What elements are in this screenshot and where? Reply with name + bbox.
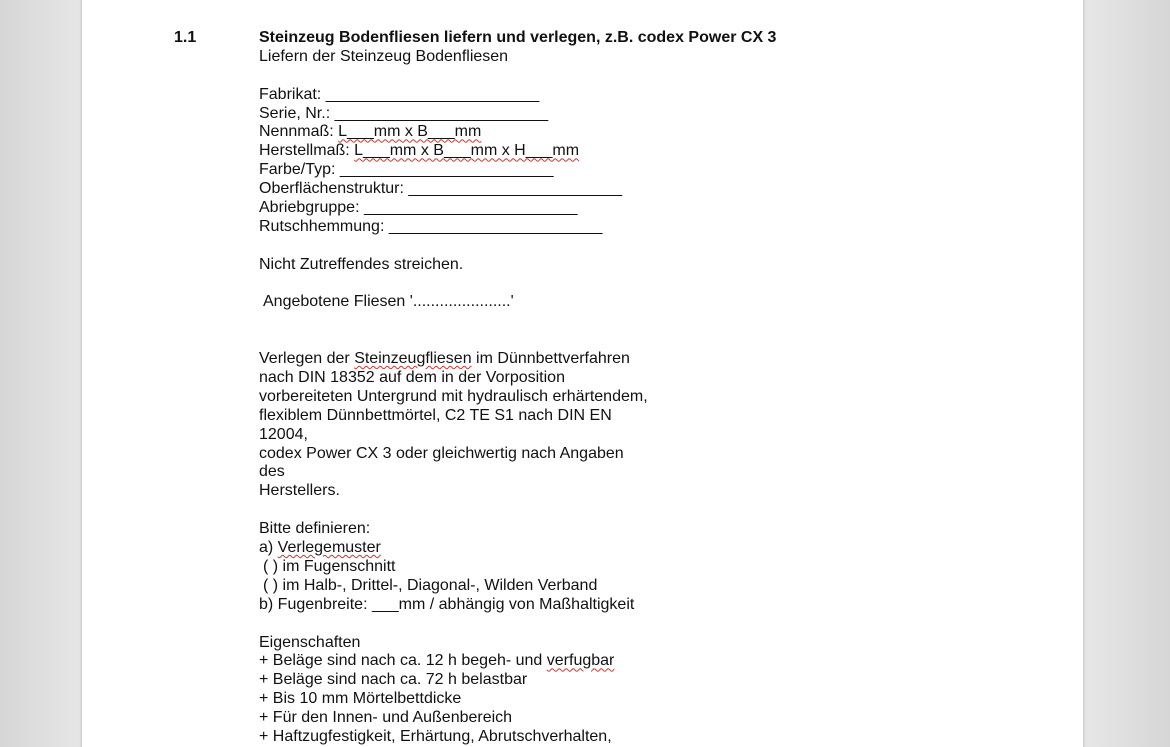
- note-angebotene: Angebotene Fliesen '......................': [263, 293, 514, 311]
- verlegen-line-7: des: [259, 463, 285, 481]
- field-farbe: Farbe/Typ: ________________________: [259, 161, 554, 179]
- field-oberflaeche: Oberflächenstruktur: ________________________: [259, 180, 622, 198]
- eigenschaften-text: + Beläge sind nach ca. 12 h begeh- und: [259, 652, 547, 670]
- eigenschaften-item-2: + Beläge sind nach ca. 72 h belastbar: [259, 671, 528, 689]
- field-herstellmass-label: Herstellmaß:: [259, 142, 355, 160]
- definieren-b: b) Fugenbreite: ___mm / abhängig von Maßhaltigkeit: [259, 595, 635, 613]
- section-content: [259, 29, 959, 747]
- field-nennmass-label: Nennmaß:: [259, 123, 339, 141]
- verlegen-text: im Dünnbettverfahren: [471, 350, 630, 368]
- verlegen-text: Verlegen der: [259, 350, 355, 368]
- section-number: 1.1: [174, 29, 197, 46]
- definieren-heading: Bitte definieren:: [259, 520, 371, 538]
- eigenschaften-item-5: + Haftzugfestigkeit, Erhärtung, Abrutschverhalten,: [259, 727, 612, 745]
- note-streichen: Nicht Zutreffendes streichen.: [259, 255, 464, 273]
- section-subtitle: Liefern der Steinzeug Bodenfliesen: [259, 47, 509, 65]
- verlegen-line-1: [259, 350, 959, 369]
- definieren-a-prefix: a): [259, 539, 278, 557]
- field-abrieb: Abriebgruppe: ________________________: [259, 199, 578, 217]
- field-rutsch: Rutschhemmung: ________________________: [259, 217, 603, 235]
- definieren-option-1: ( ) im Fugenschnitt: [263, 557, 396, 575]
- verlegen-line-3: vorbereiteten Untergrund mit hydraulisch erhärtendem,: [259, 387, 648, 405]
- verlegen-line-4: flexiblem Dünnbettmörtel, C2 TE S1 nach DIN EN: [259, 406, 612, 424]
- section-title: Steinzeug Bodenfliesen liefern und verlegen, z.B. codex Power CX 3: [259, 29, 777, 46]
- field-herstellmass-value: L___mm x B___mm x H___mm: [354, 142, 580, 160]
- field-herstellmass: [259, 142, 959, 161]
- definieren-a: [259, 539, 959, 558]
- spellcheck-word: verfugbar: [546, 652, 615, 670]
- eigenschaften-item-3: + Bis 10 mm Mörtelbettdicke: [259, 690, 462, 708]
- verlegen-line-8: Herstellers.: [259, 482, 340, 500]
- eigenschaften-item-1: [259, 652, 959, 671]
- verlegen-line-2: nach DIN 18352 auf dem in der Vorposition: [259, 369, 565, 387]
- eigenschaften-heading: Eigenschaften: [259, 633, 361, 651]
- field-serie: Serie, Nr.: ________________________: [259, 104, 549, 122]
- definieren-option-2: ( ) im Halb-, Drittel-, Diagonal-, Wilden Verband: [263, 576, 598, 594]
- spellcheck-word: Verlegemuster: [277, 539, 381, 557]
- verlegen-line-5: 12004,: [259, 425, 308, 443]
- eigenschaften-item-4: + Für den Innen- und Außenbereich: [259, 709, 513, 727]
- field-nennmass: [259, 123, 959, 142]
- field-nennmass-value: L___mm x B___mm: [338, 123, 482, 141]
- verlegen-line-6: codex Power CX 3 oder gleichwertig nach Angaben: [259, 444, 624, 462]
- spellcheck-word: Steinzeugfliesen: [354, 350, 472, 368]
- field-fabrikat: Fabrikat: ________________________: [259, 85, 540, 103]
